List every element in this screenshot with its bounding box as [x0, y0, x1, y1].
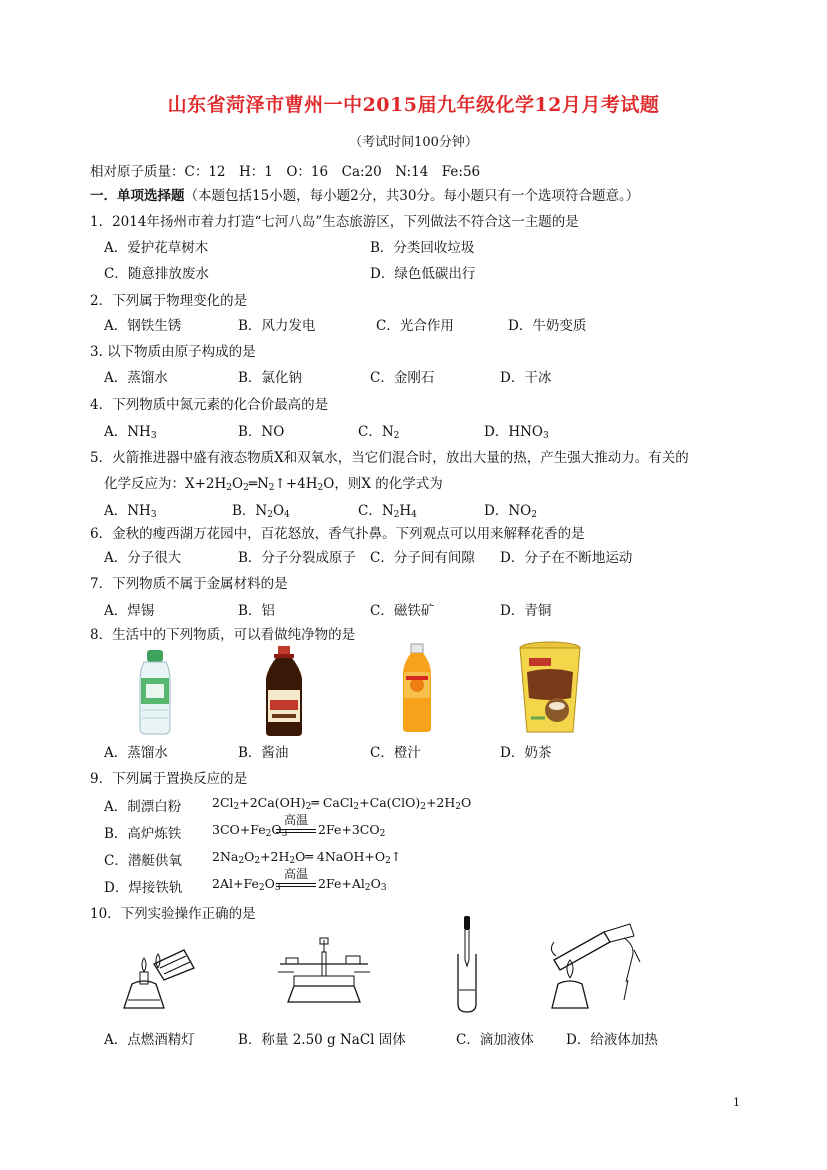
alcohol-lamp-diagram [118, 944, 198, 1014]
q5-option-b: B．$N_2O_4$ [232, 503, 290, 520]
question-9-stem: 9．下列属于置换反应的是 [90, 771, 248, 787]
question-3-stem: 3. 以下物质由原子构成的是 [90, 344, 256, 360]
question-1-stem: 1．2014年扬州市着力打造“七河八岛”生态旅游区，下列做法不符合这一主题的是 [90, 214, 579, 230]
q4-option-a: A．$NH_3$ [104, 424, 157, 441]
q6-option-c: C．分子间有间隙 [370, 550, 475, 566]
q6-option-d: D．分子在不断地运动 [500, 550, 633, 566]
dropper-test-tube-diagram [452, 914, 482, 1014]
q4-option-b: B．NO [238, 424, 285, 440]
q7-option-b: B．铝 [238, 603, 275, 619]
q1-option-c: C．随意排放废水 [104, 266, 209, 282]
q9-option-a-label: A．制漂白粉 [104, 799, 182, 815]
q3-option-b: B．氯化钠 [238, 370, 302, 386]
q2-option-b: B．风力发电 [238, 318, 316, 334]
q10-option-c: C．滴加液体 [456, 1032, 534, 1048]
question-5-stem-line2: 化学反应为：$X+2H_2O_2═N_2↑+4H_2O$，则X 的化学式为 [104, 476, 443, 493]
section-note: （本题包括15小题，每小题2分，共30分。每小题只有一个选项符合题意。） [184, 188, 640, 204]
q8-option-c: C．橙汁 [370, 745, 421, 761]
question-7-stem: 7．下列物质不属于金属材料的是 [90, 576, 288, 592]
question-8-stem: 8．生活中的下列物质，可以看做纯净物的是 [90, 627, 356, 643]
section-heading [90, 184, 639, 204]
q9-option-d-label: D．焊接铁轨 [104, 880, 183, 896]
q9-d-reaction-line [276, 883, 316, 884]
question-4-stem: 4．下列物质中氮元素的化合价最高的是 [90, 397, 329, 413]
atomic-masses: 相对原子质量：C：12 H：1 O：16 Ca:20 N:14 Fe:56 [90, 164, 481, 180]
question-2-stem: 2．下列属于物理变化的是 [90, 293, 248, 309]
q2-option-d: D．牛奶变质 [508, 318, 587, 334]
q10-option-d: D．给液体加热 [566, 1032, 658, 1048]
milk-tea-cup-image [515, 640, 585, 736]
q4-option-c: C．$N_2$ [358, 424, 400, 441]
q9-option-b-label: B．高炉炼铁 [104, 826, 182, 842]
q3-option-a: A．蒸馏水 [104, 370, 168, 386]
q9-b-reaction-line [276, 829, 316, 830]
q10-option-a: A．点燃酒精灯 [104, 1032, 195, 1048]
q9-b-reaction-line-2 [276, 832, 316, 833]
q4-option-d: D．$HNO_3$ [484, 424, 549, 441]
q2-option-a: A．钢铁生锈 [104, 318, 182, 334]
q7-option-c: C．磁铁矿 [370, 603, 435, 619]
q7-option-a: A．焊锡 [104, 603, 155, 619]
q8-option-a: A．蒸馏水 [104, 745, 168, 761]
q9-equation-d-reactants: $2Al+Fe_2O_3$ [212, 876, 281, 893]
q9-b-condition: 高温 [283, 813, 308, 827]
q1-option-a: A．爱护花草树木 [104, 240, 209, 256]
q9-d-reaction-line-2 [276, 886, 316, 887]
q9-d-condition: 高温 [283, 867, 308, 881]
q5-option-c: C．$N_2H_4$ [358, 503, 417, 520]
question-10-stem: 10．下列实验操作正确的是 [90, 906, 256, 922]
q10-option-b: B．称量 2.50 g NaCl 固体 [238, 1032, 406, 1048]
q1-option-d: D．绿色低碳出行 [370, 266, 476, 282]
question-6-stem: 6．金秋的瘦西湖万花园中，百花怒放，香气扑鼻。下列观点可以用来解释花香的是 [90, 526, 585, 542]
q8-option-b: B．酱油 [238, 745, 289, 761]
q9-equation-d-products: $2Fe+Al_2O_3$ [318, 876, 387, 893]
heating-test-tube-diagram [546, 920, 646, 1012]
q9-equation-b-reactants: $3CO+Fe_2O_3$ [212, 822, 288, 839]
q3-option-d: D．干冰 [500, 370, 552, 386]
q9-equation-c: $2Na_2O_2+2H_2O═$ $4NaOH+O_2↑$ [212, 849, 402, 866]
orange-juice-bottle-image [396, 642, 438, 734]
q2-option-c: C．光合作用 [376, 318, 454, 334]
balance-scale-diagram [274, 936, 374, 1006]
page-number: 1 [733, 1096, 740, 1109]
q5-option-a: A．$NH_3$ [104, 503, 157, 520]
exam-duration: （考试时间100分钟） [349, 135, 478, 150]
q8-option-d: D．奶茶 [500, 745, 552, 761]
q9-equation-b-products: $2Fe+3CO_2$ [318, 822, 386, 839]
q6-option-a: A．分子很大 [104, 550, 182, 566]
q6-option-b: B．分子分裂成原子 [238, 550, 356, 566]
question-5-stem-line1: 5．火箭推进器中盛有液态物质X和双氧水，当它们混合时，放出大量的热，产生强大推动力。有关的 [90, 450, 689, 466]
q5-option-d: D．$NO_2$ [484, 503, 537, 520]
section-title: 一．单项选择题 [90, 188, 185, 204]
soy-sauce-bottle-image [260, 644, 308, 738]
q9-equation-a: $2Cl_2+2Ca(OH)_2═$ $CaCl_2+Ca(ClO)_2+2H_2O$ [212, 795, 472, 812]
q9-option-c-label: C．潜艇供氧 [104, 853, 182, 869]
q7-option-d: D．青铜 [500, 603, 552, 619]
distilled-water-bottle-image [130, 648, 180, 736]
q1-option-b: B．分类回收垃圾 [370, 240, 475, 256]
page-title: 山东省菏泽市曹州一中2015届九年级化学12月月考试题 [167, 94, 660, 116]
q3-option-c: C．金刚石 [370, 370, 435, 386]
